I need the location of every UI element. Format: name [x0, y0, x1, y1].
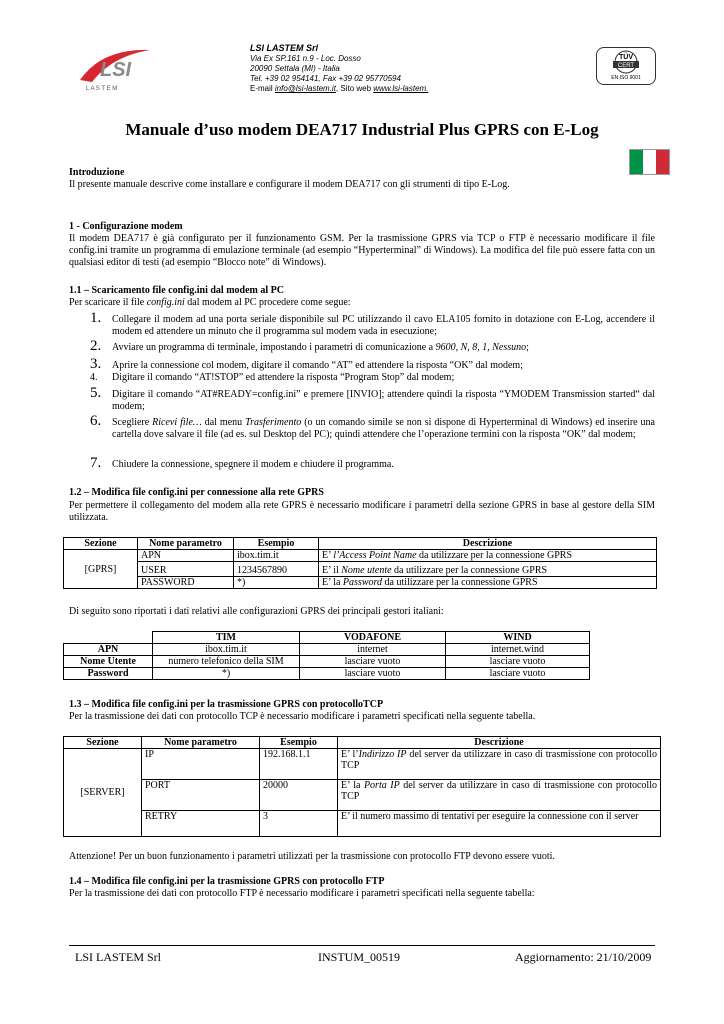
footer-doc-code: INSTUM_00519: [318, 950, 401, 964]
footer-company: LSI LASTEM Srl: [75, 950, 162, 964]
svg-text:CERT: CERT: [617, 63, 635, 69]
table-row: Password *) lasciare vuoto lasciare vuoto: [64, 668, 590, 680]
table-row: PORT 20000 E’ la Porta IP del server da utilizzare in caso di trasmissione con protocollo TCP: [64, 780, 661, 811]
website-link[interactable]: www.lsi-lastem.: [373, 84, 429, 93]
sec1-heading: 1 - Configurazione modem: [69, 221, 183, 232]
gprs-params-table: [63, 537, 657, 589]
ftp-note: Attenzione! Per un buon funzionamento i parametri utilizzati per la trasmissione con protocollo FTP devono essere vuoti.: [69, 851, 555, 862]
step-text: Collegare il modem ad una porta seriale disponibile sul PC utilizzando il cavo ELA105 fornito in dotazione con E-Log, accendere il modem ed attendere un minuto che il programma sul modem vada in esecuzione;: [112, 314, 655, 337]
svg-text:TÜV: TÜV: [619, 54, 633, 61]
step-number: 4.: [90, 372, 98, 383]
table-header-row: Sezione Nome parametro Esempio Descrizione: [64, 538, 657, 550]
sec13-text: Per la trasmissione dei dati con protocollo TCP è necessario modificare i parametri specificati nella seguente tabella.: [69, 711, 536, 722]
step-number: 2.: [90, 338, 102, 354]
step-text: Digitare il comando “AT!STOP” ed attendere la risposta “Program Stop” dal modem;: [112, 372, 455, 383]
sec1-text: Il modem DEA717 è già configurato per il funzionamento GSM. Per la trasmissione GPRS via TCP o FTP è necessario modificare il file config.ini tramite un programma di emulazione terminale (ad esempio “Hyperterminal” di Windows). La modifica del file può essere fatta con un qualsiasi editor di testi (ad esempio “Blocco note” di Windows).: [69, 233, 655, 268]
company-name: LSI LASTEM Srl: [250, 43, 319, 53]
table-row: APN ibox.tim.it internet internet.wind: [64, 644, 590, 656]
email-link[interactable]: info@lsi-lastem.it: [274, 84, 336, 93]
sec12-heading: 1.2 – Modifica file config.ini per connessione alla rete GPRS: [69, 487, 324, 498]
step-text: Digitare il comando “AT#READY=config.ini” e premere [INVIO]; attendere quindi la risposta “YMODEM Transmission started“ dal modem;: [112, 389, 655, 412]
intro-heading: Introduzione: [69, 167, 125, 178]
sec13-heading: 1.3 – Modifica file config.ini per la trasmissione GPRS con protocolloTCP: [69, 699, 384, 710]
footer-update-date: Aggiornamento: 21/10/2009: [515, 950, 652, 964]
sec11-intro: Per scaricare il file config.ini dal modem al PC procedere come segue:: [69, 297, 351, 308]
table-row: PASSWORD *) E’ la Password da utilizzare per la connessione GPRS: [64, 577, 657, 589]
table-row: [SERVER] IP 192.168.1.1 E’ l’Indirizzo IP del server da utilizzare in caso di trasmissione con protocollo TCP: [64, 749, 661, 780]
document-title: Manuale d’uso modem DEA717 Industrial Plus GPRS con E-Log: [125, 120, 599, 139]
operators-intro: Di seguito sono riportati i dati relativi alle configurazioni GPRS dei principali gestori italiani:: [69, 606, 444, 617]
tcp-params-table: [63, 736, 661, 837]
table-header-row: TIM VODAFONE WIND: [64, 632, 590, 644]
table-header-row: Sezione Nome parametro Esempio Descrizione: [64, 737, 661, 749]
intro-text: Il presente manuale descrive come installare e configurare il modem DEA717 con gli strumenti di tipo E-Log.: [69, 179, 510, 190]
italian-flag-icon: [629, 149, 670, 175]
flag-stripe-white: [643, 150, 656, 174]
step-number: 5.: [90, 385, 102, 401]
step-number: 6.: [90, 413, 102, 429]
sec11-heading: 1.1 – Scaricamento file config.ini dal modem al PC: [69, 285, 284, 296]
contact-line: E-mail info@lsi-lastem.it, Sito web www.lsi-lastem.: [250, 84, 429, 93]
tuv-cert-logo: [596, 47, 656, 85]
sec12-text: Per permettere il collegamento del modem alla rete GPRS è necessario modificare i parametri della sezione GPRS in base al gestore della SIM utilizzata.: [69, 500, 655, 523]
flag-stripe-red: [656, 150, 669, 174]
step-number: 3.: [90, 356, 102, 372]
address-line-2: 20090 Settala (MI) - Italia: [250, 64, 340, 73]
sec14-text: Per la trasmissione dei dati con protocollo FTP è necessario modificare i parametri specificati nella seguente tabella:: [69, 888, 535, 899]
company-logo: [72, 42, 164, 97]
step-number: 1.: [90, 310, 102, 326]
table-row: Nome Utente numero telefonico della SIM lasciare vuoto lasciare vuoto: [64, 656, 590, 668]
logo-text: LSI: [100, 59, 132, 81]
svg-text:EN ISO 9001: EN ISO 9001: [611, 75, 641, 81]
operators-table: [63, 631, 590, 680]
step-number: 7.: [90, 455, 102, 471]
step-text: Avviare un programma di terminale, impostando i parametri di comunicazione a 9600, N, 8, 1, Nessuno;: [112, 342, 529, 353]
address-line-1: Via Ex SP.161 n.9 - Loc. Dosso: [250, 54, 361, 63]
flag-stripe-green: [630, 150, 643, 174]
table-row: RETRY 3 E’ il numero massimo di tentativi per eseguire la connessione con il server: [64, 811, 661, 837]
table-row: USER 1234567890 E’ il Nome utente da utilizzare per la connessione GPRS: [64, 562, 657, 577]
sec14-heading: 1.4 – Modifica file config.ini per la trasmissione GPRS con protocollo FTP: [69, 876, 385, 887]
step-text: Chiudere la connessione, spegnere il modem e chiudere il programma.: [112, 459, 394, 470]
step-text: Aprire la connessione col modem, digitare il comando “AT” ed attendere la risposta “OK” dal modem;: [112, 360, 523, 371]
footer-rule: [69, 945, 655, 946]
phone-line: Tel. +39 02 954141, Fax +39 02 95770594: [250, 74, 401, 83]
table-row: [GPRS] APN ibox.tim.it E’ l’Access Point Name da utilizzare per la connessione GPRS: [64, 550, 657, 562]
logo-subtext: L A S T E M: [86, 86, 118, 92]
step-text: Scegliere Ricevi file… dal menu Trasferimento (o un comando simile se non si dispone di Hyperterminal di Windows) ed inserire una cartella dove salvare il file (ad es. sul Desktop del PC); quindi attendere che l’operazione termini con la risposta “OK” dal modem;: [112, 417, 655, 440]
